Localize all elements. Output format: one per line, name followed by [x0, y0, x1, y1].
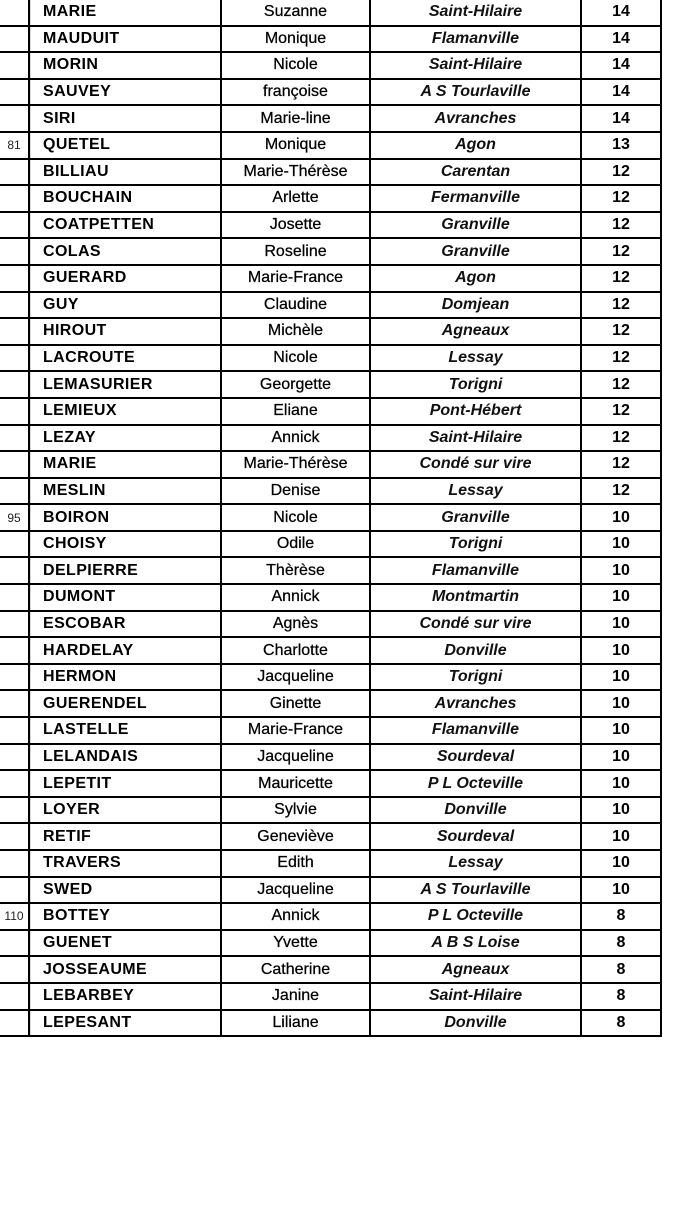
rank-cell [0, 398, 29, 425]
club-cell: Granville [370, 238, 581, 265]
table-row [0, 318, 661, 345]
first-name-cell: Janine [221, 983, 370, 1010]
last-name-cell: DELPIERRE [29, 557, 221, 584]
last-name-cell: MARIE [29, 451, 221, 478]
points-cell: 8 [581, 903, 661, 930]
first-name-cell: Jacqueline [221, 664, 370, 691]
rank-cell [0, 238, 29, 265]
first-name-cell: Monique [221, 132, 370, 159]
club-cell: A B S Loise [370, 930, 581, 957]
last-name-cell: RETIF [29, 823, 221, 850]
club-cell: Sourdeval [370, 823, 581, 850]
rank-cell [0, 1010, 29, 1037]
first-name-cell: françoise [221, 79, 370, 106]
first-name-cell: Roseline [221, 238, 370, 265]
rank-cell [0, 318, 29, 345]
points-cell: 10 [581, 664, 661, 691]
points-cell: 14 [581, 0, 661, 26]
table-row [0, 1010, 661, 1037]
table-row [0, 0, 661, 26]
club-cell: Avranches [370, 105, 581, 132]
first-name-cell: Mauricette [221, 770, 370, 797]
club-cell: Sourdeval [370, 744, 581, 771]
rank-cell [0, 823, 29, 850]
club-cell: Granville [370, 504, 581, 531]
table-row [0, 903, 661, 930]
first-name-cell: Nicole [221, 504, 370, 531]
first-name-cell: Nicole [221, 345, 370, 372]
points-cell: 12 [581, 478, 661, 505]
table-row [0, 557, 661, 584]
first-name-cell: Catherine [221, 956, 370, 983]
last-name-cell: LELANDAIS [29, 744, 221, 771]
rank-cell [0, 265, 29, 292]
points-cell: 12 [581, 185, 661, 212]
first-name-cell: Nicole [221, 52, 370, 79]
points-cell: 10 [581, 504, 661, 531]
points-cell: 10 [581, 770, 661, 797]
club-cell: A S Tourlaville [370, 877, 581, 904]
points-cell: 14 [581, 105, 661, 132]
club-cell: Flamanville [370, 557, 581, 584]
first-name-cell: Georgette [221, 371, 370, 398]
last-name-cell: HARDELAY [29, 637, 221, 664]
last-name-cell: LEPESANT [29, 1010, 221, 1037]
rank-cell [0, 26, 29, 53]
table-row [0, 584, 661, 611]
table-row [0, 478, 661, 505]
points-cell: 12 [581, 212, 661, 239]
rank-cell [0, 770, 29, 797]
points-cell: 14 [581, 52, 661, 79]
club-cell: Lessay [370, 345, 581, 372]
points-cell: 10 [581, 611, 661, 638]
first-name-cell: Marie-Thérèse [221, 451, 370, 478]
rank-cell: 110 [0, 903, 29, 930]
club-cell: Avranches [370, 690, 581, 717]
club-cell: Condé sur vire [370, 611, 581, 638]
points-cell: 14 [581, 26, 661, 53]
table-row [0, 451, 661, 478]
table-row [0, 345, 661, 372]
table-row [0, 132, 661, 159]
last-name-cell: MAUDUIT [29, 26, 221, 53]
last-name-cell: DUMONT [29, 584, 221, 611]
points-cell: 10 [581, 637, 661, 664]
table-row [0, 956, 661, 983]
first-name-cell: Edith [221, 850, 370, 877]
table-row [0, 292, 661, 319]
points-cell: 8 [581, 983, 661, 1010]
points-cell: 12 [581, 371, 661, 398]
points-cell: 10 [581, 557, 661, 584]
rank-cell [0, 52, 29, 79]
points-cell: 10 [581, 877, 661, 904]
points-cell: 10 [581, 690, 661, 717]
rank-cell [0, 717, 29, 744]
last-name-cell: HERMON [29, 664, 221, 691]
first-name-cell: Marie-line [221, 105, 370, 132]
last-name-cell: LOYER [29, 797, 221, 824]
last-name-cell: LEMIEUX [29, 398, 221, 425]
last-name-cell: MORIN [29, 52, 221, 79]
first-name-cell: Thèrèse [221, 557, 370, 584]
club-cell: Saint-Hilaire [370, 52, 581, 79]
club-cell: Carentan [370, 159, 581, 186]
table-row [0, 212, 661, 239]
first-name-cell: Marie-France [221, 265, 370, 292]
table-row [0, 717, 661, 744]
points-cell: 10 [581, 823, 661, 850]
first-name-cell: Eliane [221, 398, 370, 425]
club-cell: Donville [370, 637, 581, 664]
rank-cell [0, 664, 29, 691]
points-cell: 10 [581, 850, 661, 877]
table-row [0, 770, 661, 797]
first-name-cell: Denise [221, 478, 370, 505]
table-row [0, 877, 661, 904]
last-name-cell: SWED [29, 877, 221, 904]
club-cell: Torigni [370, 531, 581, 558]
first-name-cell: Charlotte [221, 637, 370, 664]
table-row [0, 797, 661, 824]
first-name-cell: Annick [221, 903, 370, 930]
first-name-cell: Annick [221, 584, 370, 611]
rank-cell [0, 611, 29, 638]
last-name-cell: BOIRON [29, 504, 221, 531]
last-name-cell: TRAVERS [29, 850, 221, 877]
first-name-cell: Geneviève [221, 823, 370, 850]
last-name-cell: ESCOBAR [29, 611, 221, 638]
rank-cell [0, 371, 29, 398]
points-cell: 13 [581, 132, 661, 159]
club-cell: Donville [370, 1010, 581, 1037]
table-row [0, 238, 661, 265]
club-cell: Flamanville [370, 26, 581, 53]
table-row [0, 425, 661, 452]
last-name-cell: LEPETIT [29, 770, 221, 797]
points-cell: 8 [581, 930, 661, 957]
club-cell: Domjean [370, 292, 581, 319]
table-row [0, 744, 661, 771]
points-cell: 12 [581, 265, 661, 292]
rank-cell [0, 797, 29, 824]
club-cell: Saint-Hilaire [370, 0, 581, 26]
rank-cell [0, 105, 29, 132]
rank-cell [0, 212, 29, 239]
first-name-cell: Sylvie [221, 797, 370, 824]
rank-cell [0, 877, 29, 904]
last-name-cell: CHOISY [29, 531, 221, 558]
last-name-cell: BILLIAU [29, 159, 221, 186]
table-row [0, 983, 661, 1010]
rank-cell [0, 478, 29, 505]
club-cell: Fermanville [370, 185, 581, 212]
club-cell: Agon [370, 265, 581, 292]
rank-cell [0, 345, 29, 372]
last-name-cell: LEMASURIER [29, 371, 221, 398]
club-cell: A S Tourlaville [370, 79, 581, 106]
last-name-cell: MESLIN [29, 478, 221, 505]
points-cell: 12 [581, 398, 661, 425]
rank-cell [0, 584, 29, 611]
rank-cell [0, 983, 29, 1010]
first-name-cell: Liliane [221, 1010, 370, 1037]
first-name-cell: Jacqueline [221, 877, 370, 904]
first-name-cell: Arlette [221, 185, 370, 212]
club-cell: P L Octeville [370, 770, 581, 797]
club-cell: Montmartin [370, 584, 581, 611]
club-cell: Torigni [370, 371, 581, 398]
table-row [0, 637, 661, 664]
points-cell: 10 [581, 717, 661, 744]
last-name-cell: GUERARD [29, 265, 221, 292]
last-name-cell: SAUVEY [29, 79, 221, 106]
first-name-cell: Agnès [221, 611, 370, 638]
last-name-cell: BOUCHAIN [29, 185, 221, 212]
table-row [0, 398, 661, 425]
club-cell: Agon [370, 132, 581, 159]
last-name-cell: LASTELLE [29, 717, 221, 744]
first-name-cell: Claudine [221, 292, 370, 319]
last-name-cell: LACROUTE [29, 345, 221, 372]
last-name-cell: BOTTEY [29, 903, 221, 930]
rank-cell [0, 79, 29, 106]
club-cell: Torigni [370, 664, 581, 691]
points-cell: 12 [581, 345, 661, 372]
points-cell: 10 [581, 744, 661, 771]
last-name-cell: QUETEL [29, 132, 221, 159]
rank-cell [0, 930, 29, 957]
rank-cell [0, 0, 29, 26]
last-name-cell: GUENET [29, 930, 221, 957]
points-cell: 14 [581, 79, 661, 106]
last-name-cell: LEZAY [29, 425, 221, 452]
points-cell: 12 [581, 425, 661, 452]
first-name-cell: Ginette [221, 690, 370, 717]
points-cell: 10 [581, 584, 661, 611]
table-row [0, 531, 661, 558]
last-name-cell: SIRI [29, 105, 221, 132]
points-cell: 8 [581, 956, 661, 983]
points-cell: 12 [581, 238, 661, 265]
points-cell: 12 [581, 159, 661, 186]
club-cell: Saint-Hilaire [370, 983, 581, 1010]
rank-cell: 81 [0, 132, 29, 159]
club-cell: Donville [370, 797, 581, 824]
table-row [0, 611, 661, 638]
table-row [0, 823, 661, 850]
table-row [0, 664, 661, 691]
table-row [0, 850, 661, 877]
first-name-cell: Suzanne [221, 0, 370, 26]
table-row [0, 185, 661, 212]
club-cell: Lessay [370, 478, 581, 505]
club-cell: Saint-Hilaire [370, 425, 581, 452]
club-cell: P L Octeville [370, 903, 581, 930]
table-row [0, 371, 661, 398]
first-name-cell: Yvette [221, 930, 370, 957]
last-name-cell: GUY [29, 292, 221, 319]
last-name-cell: GUERENDEL [29, 690, 221, 717]
rank-cell [0, 557, 29, 584]
first-name-cell: Odile [221, 531, 370, 558]
points-cell: 8 [581, 1010, 661, 1037]
rank-cell [0, 690, 29, 717]
first-name-cell: Annick [221, 425, 370, 452]
first-name-cell: Jacqueline [221, 744, 370, 771]
rank-cell [0, 637, 29, 664]
first-name-cell: Michèle [221, 318, 370, 345]
rank-cell [0, 425, 29, 452]
table-row [0, 159, 661, 186]
club-cell: Granville [370, 212, 581, 239]
first-name-cell: Monique [221, 26, 370, 53]
last-name-cell: HIROUT [29, 318, 221, 345]
rank-cell: 95 [0, 504, 29, 531]
last-name-cell: JOSSEAUME [29, 956, 221, 983]
club-cell: Flamanville [370, 717, 581, 744]
points-cell: 12 [581, 451, 661, 478]
club-cell: Pont-Hébert [370, 398, 581, 425]
table-row [0, 930, 661, 957]
table-row [0, 504, 661, 531]
points-cell: 12 [581, 292, 661, 319]
last-name-cell: LEBARBEY [29, 983, 221, 1010]
club-cell: Lessay [370, 850, 581, 877]
rank-cell [0, 850, 29, 877]
first-name-cell: Josette [221, 212, 370, 239]
rank-cell [0, 292, 29, 319]
rank-cell [0, 451, 29, 478]
rank-cell [0, 531, 29, 558]
club-cell: Agneaux [370, 318, 581, 345]
points-cell: 10 [581, 531, 661, 558]
points-cell: 12 [581, 318, 661, 345]
table-row [0, 52, 661, 79]
first-name-cell: Marie-France [221, 717, 370, 744]
rank-cell [0, 185, 29, 212]
table-row [0, 105, 661, 132]
rank-cell [0, 744, 29, 771]
club-cell: Agneaux [370, 956, 581, 983]
club-cell: Condé sur vire [370, 451, 581, 478]
last-name-cell: COLAS [29, 238, 221, 265]
table-row [0, 79, 661, 106]
rank-cell [0, 956, 29, 983]
rank-cell [0, 159, 29, 186]
first-name-cell: Marie-Thérèse [221, 159, 370, 186]
last-name-cell: COATPETTEN [29, 212, 221, 239]
table-row [0, 690, 661, 717]
last-name-cell: MARIE [29, 0, 221, 26]
table-row [0, 265, 661, 292]
points-cell: 10 [581, 797, 661, 824]
table-row [0, 26, 661, 53]
